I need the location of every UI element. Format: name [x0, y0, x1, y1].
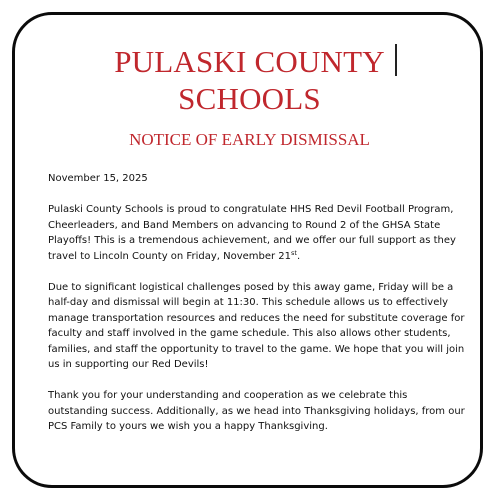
paragraph-thanks: Thank you for your understanding and cooperation as we celebrate this outstanding success. Additionally, as we head into Thanksgiving holidays, from our PCS Family to yours we wish you a happy Thanksgiving. — [48, 390, 465, 432]
text-cursor — [395, 44, 397, 76]
title-line-2: SCHOOLS — [178, 81, 321, 116]
paragraph-congratulations-text: Pulaski County Schools is proud to congratulate HHS Red Devil Football Program, Cheerleaders, and Band Members on advancing to Round 2 of the GHSA State Playoffs! This is a tremendous achievement, and we offer our full support as they travel to Lincoln County on Friday, November 21 — [48, 204, 456, 262]
paragraph-congratulations-end: . — [296, 250, 301, 262]
title-line-1: PULASKI COUNTY — [114, 44, 385, 79]
paragraph-congratulations — [48, 202, 468, 264]
letter-body — [48, 171, 468, 450]
notice-subtitle: NOTICE OF EARLY DISMISSAL — [129, 130, 370, 149]
ordinal-suffix: st — [291, 248, 297, 257]
page-title — [0, 43, 499, 117]
paragraph-dismissal-details: Due to significant logistical challenges posed by this away game, Friday will be a half-day and dismissal will begin at 11:30. This schedule allows us to effectively manage transportation resources and reduces the need for substitute coverage for faculty and staff involved in the game schedule. This also allows other students, families, and staff the opportunity to travel to the game. We hope that you will join us in supporting our Red Devils! — [48, 281, 465, 370]
letter-date: November 15, 2025 — [48, 173, 148, 184]
